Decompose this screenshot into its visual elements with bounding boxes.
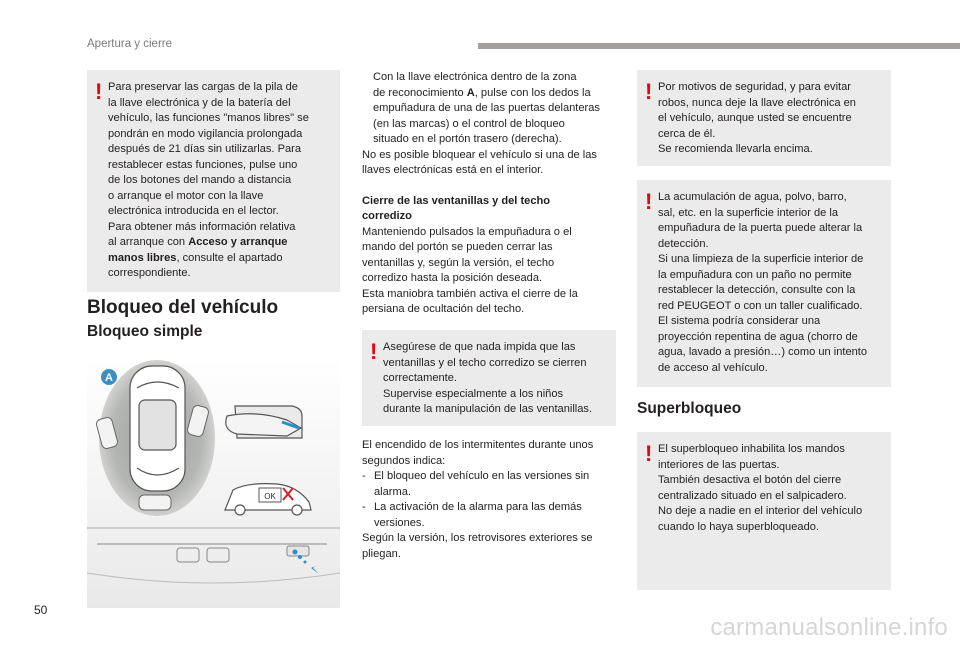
section-title: Apertura y cierre [87,38,173,50]
locking-illustration [87,358,340,608]
car-top-view [130,366,185,491]
column-2-lower: El encendido de los intermitentes durante unos segundos indica: - El bloqueo del vehículo en las versiones sin alarma. - La activación de la alarma para las demás versiones. Según la versión, los retrovisores exteriores se pliegan. [362,438,620,562]
ok-label: OK [264,492,276,501]
bullet-icon [362,70,373,148]
warning-box-detection: ! La acumulación de agua, polvo, barro, sal, etc. en la superficie interior de la empuñadura de la puerta puede alterar la detección. Si una limpieza de la superficie interior de la empuñadura con un paño no permite restablecer la detección, consulte con la red PEUGEOT o con un taller cualificado. El sistema podría considerar una proyección repentina de agua (chorro de agua, lavado a presión…) como un intento de acceso al vehículo. [637,180,891,387]
column-2: Con la llave electrónica dentro de la zona de reconocimiento A, pulse con los dedos la empuñadura de una de las puertas delanteras (en las marcas) o el control de bloqueo situado en el portón trasero (derecha). No es posible bloquear el vehículo si una de las llaves electrónicas está en el interior. Cierre de las ventanillas y del techo corredizo Manteniendo pulsados la empuñadura o el mando del portón se pueden cerrar las ventanillas y, según la versión, el techo corredizo hasta la posición deseada. Esta maniobra también activa el cierre de la persiana de ocultación del techo. [362,70,620,318]
subheading-bloqueo-simple: Bloqueo simple [87,323,203,340]
warning-text: Para preservar las cargas de la pila de la llave electrónica y de la batería del vehículo, las funciones "manos libres" se pondrán en modo vigilancia prolongada después de 21 días sin utilizarlas. Para restablecer estas funciones, pulse uno de los botones del mando a distancia o arranque el motor con la llave electrónica introducida en el lector. Para obtener más información relativa al arranque con Acceso y arranque manos libres, consulte el apartado correspondiente. [108,81,309,279]
list-item: - La activación de la alarma para las demás versiones. [362,501,582,529]
subheading-superbloqueo: Superbloqueo [637,400,742,417]
header-bar [478,43,960,49]
list-item: - El bloqueo del vehículo en las versiones sin alarma. [362,470,590,498]
warning-box-windows: ! Asegúrese de que nada impida que las ventanillas y el techo corredizo se cierren correctamente. Supervise especialmente a los niños durante la manipulación de las ventanillas. [362,330,616,426]
marker-a-label: A [105,372,113,384]
list-item: Con la llave electrónica dentro de la zona de reconocimiento A, pulse con los dedos la empuñadura de una de las puertas delanteras (en las marcas) o el control de bloqueo situado en el portón trasero (derecha). [362,70,620,148]
warning-icon: ! [645,189,653,214]
page-number: 50 [34,603,48,617]
subheading-ventanillas: Cierre de las ventanillas y del techo [362,194,551,207]
warning-box-security: ! Por motivos de seguridad, y para evitar robos, nunca deje la llave electrónica en el vehículo, aunque usted se encuentre cerca de él. Se recomienda llevarla encima. [637,70,891,166]
warning-icon: ! [95,79,103,104]
watermark: carmanualsonline.info [710,614,948,641]
warning-icon: ! [370,339,378,364]
warning-box-battery [87,70,340,292]
hand-on-handle [226,406,302,438]
warning-icon: ! [645,441,653,466]
warning-box-superbloqueo: ! El superbloqueo inhabilita los mandos interiores de las puertas. También desactiva el botón del cierre centralizado situado en el salpicadero. No deje a nadie en el interior del vehículo cuando lo haya superbloqueado. [637,432,891,590]
page-heading: Bloqueo del vehículo [87,297,279,318]
warning-icon: ! [645,79,653,104]
link-acceso: Acceso y arranque [188,236,288,248]
